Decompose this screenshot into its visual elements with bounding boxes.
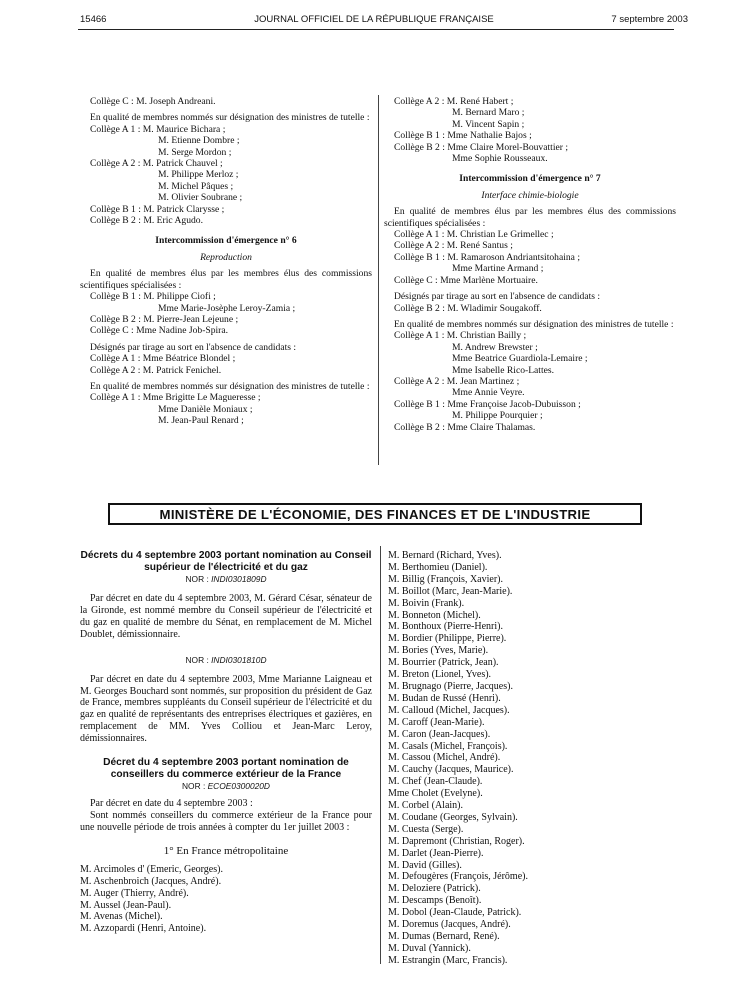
nor-label: NOR : [185, 654, 209, 665]
advisor-name: M. Coudane (Georges, Sylvain). [388, 811, 518, 823]
tutelle-intro: En qualité de membres nommés sur désignation des ministres de tutelle : [394, 318, 674, 330]
advisor-name: M. Chef (Jean-Claude). [388, 776, 483, 788]
journal-title: JOURNAL OFFICIEL DE LA RÉPUBLIQUE FRANÇAISE [254, 14, 494, 25]
member-name: Mme Isabelle Rico-Lattes. [452, 364, 555, 376]
member-name: Mme Beatrice Guardiola-Lemaire ; [452, 353, 588, 365]
college-group [384, 330, 676, 376]
advisor-name: M. Caroff (Jean-Marie). [388, 716, 485, 728]
member-name: M. Pierre-Jean Lejeune ; [143, 313, 239, 325]
member-name: M. Wladimir Sougakoff. [447, 302, 542, 314]
decree-paragraph: Par décret en date du 4 septembre 2003, Mme Marianne Laigneau et M. Georges Bouchard sont nommés, sur proposition du président de Gaz de France, membres suppléants du Conseil supérieur de l'électricité et du gaz en qualité de représentants des entreprises électriques et gazières, en remplacement de MM. Yves Colliou et Jean-Marc Leroy, démissionnaires. [80, 673, 372, 745]
advisor-name: M. Defougères (François, Jérôme). [388, 871, 528, 883]
advisor-name: Mme Cholet (Evelyne). [388, 788, 483, 800]
college-group [80, 204, 372, 215]
college-label: Collège B 1 : [90, 203, 141, 215]
member-name: Mme Nadine Job-Spira. [136, 325, 229, 337]
college-label: Collège A 1 : [90, 123, 141, 135]
decree-paragraph: Par décret en date du 4 septembre 2003, M. Gérard César, sénateur de la Gironde, est nommé membre du Conseil supérieur de l'électricité et du gaz en qualité de membre du Sénat, en remplacement de M. Michel Doublet, démissionnaire. [80, 593, 372, 640]
member-name: M. Jean-Paul Renard ; [158, 415, 244, 427]
advisor-name: M. Brugnago (Pierre, Jacques). [388, 680, 513, 692]
advisor-name: M. Corbel (Alain). [388, 800, 463, 812]
column-divider-bottom [380, 546, 381, 964]
nor-code: INDI0301810D [211, 654, 267, 665]
member-name: Mme Marlène Mortuaire. [440, 274, 538, 286]
nor-code: ECOE0300020D [207, 781, 270, 792]
college-group [80, 365, 372, 376]
advisor-name: M. Auger (Thierry, André). [80, 887, 189, 899]
member-name: Mme Claire Thalamas. [447, 421, 536, 433]
college-group [384, 130, 676, 141]
college-group [384, 399, 676, 422]
college-group [384, 275, 676, 286]
member-name: M. Jean Martinez ; [446, 375, 520, 387]
nor-label: NOR : [182, 781, 206, 792]
college-group [80, 158, 372, 204]
member-name: M. Christian Bailly ; [446, 330, 527, 342]
member-name: M. Philippe Ciofi ; [143, 291, 216, 303]
advisor-name: M. Calloud (Michel, Jacques). [388, 704, 510, 716]
ministry-banner: MINISTÈRE DE L'ÉCONOMIE, DES FINANCES ET DE L'INDUSTRIE [108, 503, 642, 525]
college-group [80, 392, 372, 426]
nor-label: NOR : [185, 574, 209, 584]
nor-reference [80, 574, 372, 585]
college-group [384, 142, 676, 165]
college-label: Collège B 1 : [90, 291, 141, 303]
header-rule [78, 29, 674, 30]
college-group [384, 422, 676, 433]
advisor-name: M. Avenas (Michel). [80, 911, 163, 923]
college-label: Collège B 1 : [394, 251, 445, 263]
advisor-name: M. Berthomieu (Daniel). [388, 561, 488, 573]
college-group [80, 353, 372, 364]
advisor-name: M. Estrangin (Marc, Francis). [388, 954, 508, 966]
advisor-name: M. Descamps (Benoît). [388, 895, 482, 907]
member-name: Mme Nathalie Bajos ; [447, 130, 532, 142]
tutelle-intro: En qualité de membres nommés sur désignation des ministres de tutelle : [90, 380, 370, 392]
advisor-name: M. Boivin (Frank). [388, 597, 465, 609]
decree-paragraph: Sont nommés conseillers du commerce extérieur de la France pour une nouvelle période de trois années à compter du 1er juillet 2003 : [80, 809, 372, 833]
bottom-right-column [388, 550, 676, 967]
member-name: M. Philippe Pourquier ; [452, 410, 543, 422]
college-label: Collège B 1 : [394, 398, 445, 410]
college-group [384, 240, 676, 251]
member-name: M. Eric Agudo. [143, 215, 204, 227]
issue-date: 7 septembre 2003 [611, 14, 688, 25]
member-name: Mme Brigitte Le Magueresse ; [142, 392, 261, 404]
member-name: M. Maurice Bichara ; [142, 123, 226, 135]
advisor-name: M. Cuesta (Serge). [388, 823, 464, 835]
college-label: Collège B 2 : [394, 421, 445, 433]
advisor-name: M. Arcimoles d' (Emeric, Georges). [80, 863, 223, 875]
advisor-name: M. Bories (Yves, Marie). [388, 645, 489, 657]
advisor-name: M. Bourrier (Patrick, Jean). [388, 657, 499, 669]
college-label: Collège A 2 : [394, 375, 445, 387]
advisor-name: M. Azzopardi (Henri, Antoine). [80, 923, 207, 935]
college-label: Collège A 2 : [394, 96, 445, 107]
top-right-column [384, 96, 676, 433]
intercommission-7-subtitle: Interface chimie-biologie [481, 189, 579, 201]
advisor-name: M. Budan de Russé (Henri). [388, 692, 501, 704]
member-name: M. Philippe Merloz ; [158, 169, 239, 181]
nor-reference [80, 655, 372, 666]
member-name: M. René Santus ; [446, 240, 513, 252]
advisor-name: M. Boillot (Marc, Jean-Marie). [388, 585, 513, 597]
college-label: Collège B 2 : [394, 302, 445, 314]
college-label: Collège A 2 : [90, 364, 141, 376]
advisor-name: M. Cauchy (Jacques, Maurice). [388, 764, 514, 776]
advisor-name: M. Dapremont (Christian, Roger). [388, 835, 525, 847]
member-name: Mme Françoise Jacob-Dubuisson ; [447, 398, 581, 410]
elus-intro: En qualité de membres élus par les membres élus des commissions scientifiques spécialisées : [80, 268, 372, 291]
member-name: M. Bernard Maro ; [452, 107, 525, 119]
member-name: M. Christian Le Grimellec ; [446, 229, 554, 241]
member-name: Mme Annie Veyre. [452, 387, 525, 399]
advisor-name: M. Aussel (Jean-Paul). [80, 899, 172, 911]
member-name: M. Ramaroson Andriantsitohaina ; [447, 251, 581, 263]
college-group [80, 215, 372, 226]
college-label: Collège B 2 : [394, 141, 445, 153]
column-divider-top [378, 95, 379, 465]
advisor-name: M. Bonneton (Michel). [388, 609, 481, 621]
college-group [80, 314, 372, 325]
college-label: Collège C : [90, 325, 134, 337]
college-label: Collège B 2 : [90, 215, 141, 227]
decree-title: Décrets du 4 septembre 2003 portant nomination au Conseil supérieur de l'électricité et du gaz [80, 550, 372, 573]
nor-code: INDI0301809D [211, 574, 267, 584]
member-name: M. Olivier Soubrane ; [158, 192, 243, 204]
advisor-name: M. Bordier (Philippe, Pierre). [388, 633, 507, 645]
member-name: M. René Habert ; [446, 96, 514, 107]
member-name: M. Patrick Clarysse ; [143, 203, 225, 215]
bottom-left-column [80, 550, 372, 935]
section-heading: 1° En France métropolitaine [163, 844, 289, 857]
college-label: Collège A 1 : [90, 353, 141, 365]
intercommission-7-title: Intercommission d'émergence n° 7 [459, 173, 601, 185]
advisor-name: M. Caron (Jean-Jacques). [388, 728, 491, 740]
tutelle-intro: En qualité de membres nommés sur désignation des ministres de tutelle : [90, 112, 370, 124]
tutelle-list [80, 124, 372, 227]
advisor-list [80, 864, 372, 935]
member-name: Mme Claire Morel-Bouvattier ; [447, 141, 569, 153]
college-group [80, 325, 372, 336]
advisor-name: M. Doremus (Jacques, André). [388, 919, 511, 931]
advisor-name: M. Cassou (Michel, André). [388, 752, 501, 764]
college-label: Collège A 1 : [90, 392, 141, 404]
member-name: M. Etienne Dombre ; [158, 135, 240, 147]
college-label: Collège B 1 : [394, 130, 445, 142]
advisor-name: M. Breton (Lionel, Yves). [388, 669, 492, 681]
college-label: Collège B 2 : [90, 313, 141, 325]
tirage-intro: Désignés par tirage au sort en l'absence de candidats : [90, 341, 297, 353]
college-label: Collège A 2 : [394, 240, 445, 252]
college-group [384, 229, 676, 240]
advisor-name: M. Deloziere (Patrick). [388, 883, 481, 895]
advisor-name: M. Duval (Yannick). [388, 942, 471, 954]
intercommission-6-title: Intercommission d'émergence n° 6 [155, 235, 297, 247]
college-c-line: Collège C : M. Joseph Andreani. [90, 96, 216, 107]
college-group [80, 291, 372, 314]
advisor-name: M. Bernard (Richard, Yves). [388, 550, 502, 561]
advisor-name: M. Dumas (Bernard, René). [388, 931, 500, 942]
page-number: 15466 [80, 14, 107, 25]
college-group [384, 96, 676, 130]
member-name: M. Andrew Brewster ; [452, 341, 538, 353]
college-group [80, 124, 372, 158]
tirage-intro: Désignés par tirage au sort en l'absence de candidats : [394, 291, 601, 303]
member-name: Mme Martine Armand ; [452, 263, 544, 275]
advisor-name: M. Darlet (Jean-Pierre). [388, 847, 484, 859]
college-label: Collège A 1 : [394, 330, 445, 342]
member-name: M. Serge Mordon ; [158, 146, 232, 158]
college-group [384, 252, 676, 275]
member-name: Mme Sophie Rousseaux. [452, 153, 548, 165]
member-name: M. Patrick Chauvel ; [142, 158, 223, 170]
elus-intro: En qualité de membres élus par les membres élus des commissions scientifiques spécialisées : [384, 206, 676, 229]
college-group [384, 303, 676, 314]
member-name: Mme Marie-Josèphe Leroy-Zamia ; [158, 302, 296, 314]
college-label: Collège A 1 : [394, 229, 445, 241]
college-group [384, 376, 676, 399]
college-label: Collège C : [394, 274, 438, 286]
member-name: Mme Danièle Moniaux ; [158, 403, 253, 415]
advisor-name: M. David (Gilles). [388, 859, 462, 871]
decree-intro: Par décret en date du 4 septembre 2003 : [90, 798, 253, 810]
member-name: M. Vincent Sapin ; [452, 118, 525, 130]
nor-reference [80, 781, 372, 792]
advisor-name: M. Casals (Michel, François). [388, 740, 508, 752]
member-name: M. Michel Pâques ; [158, 180, 234, 192]
intercommission-6-subtitle: Reproduction [200, 251, 252, 263]
top-left-column [80, 96, 372, 427]
decree-title: Décret du 4 septembre 2003 portant nomination de conseillers du commerce extérieur de la France [103, 757, 349, 781]
advisor-name: M. Billig (François, Xavier). [388, 573, 503, 585]
member-name: M. Patrick Fenichel. [142, 364, 222, 376]
advisor-name: M. Bonthoux (Pierre-Henri). [388, 621, 503, 633]
advisor-name: M. Dobol (Jean-Claude, Patrick). [388, 907, 522, 919]
advisor-name: M. Aschenbroich (Jacques, André). [80, 875, 222, 887]
member-name: Mme Béatrice Blondel ; [142, 353, 236, 365]
college-label: Collège A 2 : [90, 158, 141, 170]
